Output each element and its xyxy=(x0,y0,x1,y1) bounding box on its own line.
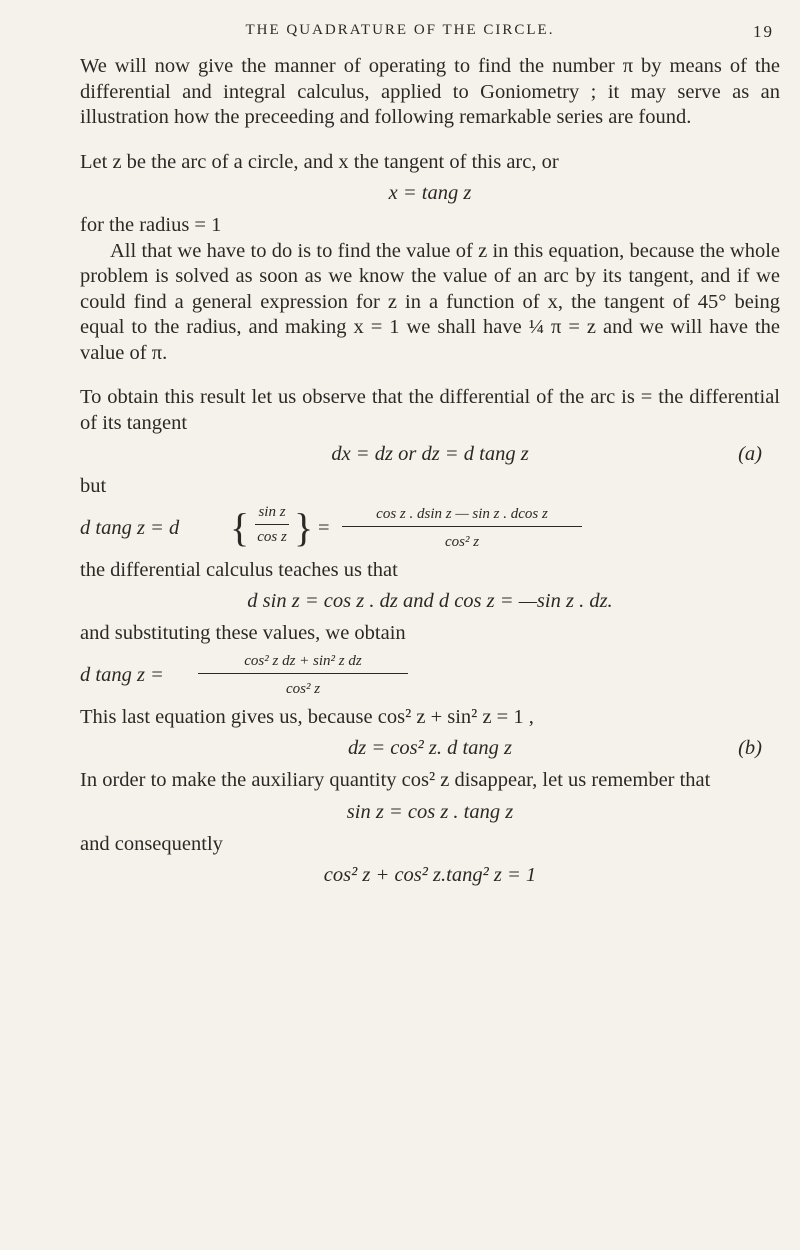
page-body xyxy=(80,54,780,895)
equation-text: cos² z + cos² z.tang² z = 1 xyxy=(323,864,537,886)
paragraph-intro: We will now give the manner of operating to find the number π by means of the differential and integral calculus, applied to Goniometry ; it may serve as an illustration how the preceeding and following remarkable series are found. xyxy=(80,55,780,128)
paragraph-in-order: In order to make the auxiliary quantity cos² z disappear, let us remember that xyxy=(80,769,711,791)
fraction-bar xyxy=(198,673,408,674)
equation-text: dx = dz or dz = d tang z xyxy=(331,443,529,465)
fraction-denominator: cos² z xyxy=(285,680,321,697)
equation-d-tang-fraction xyxy=(80,502,780,556)
paragraph-substituting: and substituting these values, we obtain xyxy=(80,622,406,644)
equation-dsin-dcos xyxy=(80,589,780,617)
brace-top: sin z xyxy=(258,503,286,520)
equation-b xyxy=(80,736,780,764)
equation-text: dz = cos² z. d tang z xyxy=(347,737,513,759)
paragraph-to-obtain: To obtain this result let us observe that the differential of the arc is = the differential of its tangent xyxy=(80,386,780,434)
equation-final xyxy=(80,863,780,891)
left-brace-icon: { xyxy=(230,504,250,550)
fraction-numerator: cos z . dsin z — sin z . dcos z xyxy=(376,505,548,522)
page-number: 19 xyxy=(753,22,774,41)
brace-bottom: cos z xyxy=(257,528,287,545)
paragraph-this-last: This last equation gives us, because cos² z + sin² z = 1 , xyxy=(80,705,534,728)
equation-x-tang-z xyxy=(80,181,780,209)
running-head: THE QUADRATURE OF THE CIRCLE. xyxy=(245,22,555,38)
equation-text: sin z = cos z . tang z xyxy=(346,800,514,823)
equation-sin-cos-tang xyxy=(80,800,780,828)
right-brace-icon: } xyxy=(294,504,314,550)
equation-tag-a: (a) xyxy=(738,443,762,465)
equation-text: d sin z = cos z . dz and d cos z = —sin z . dz. xyxy=(247,590,613,612)
equation-a xyxy=(80,442,780,470)
equals-sign: = xyxy=(318,516,330,539)
brace-fraction-bar xyxy=(255,524,289,525)
equation-lhs: d tang z = xyxy=(80,663,164,686)
fraction-numerator: cos² z dz + sin² z dz xyxy=(244,652,362,669)
paragraph-consequently: and consequently xyxy=(80,832,223,855)
paragraph-all-that: All that we have to do is to find the value of z in this equation, because the whole problem is solved as soon as we know the value of an arc by its tangent, and if we could find a general expression for z in a function of x, the tangent of 45° being equal to the radius, and making x = 1 we shall have ¼ π = z and we will have the value of π. xyxy=(80,239,780,364)
equation-d-tang-substituted xyxy=(80,649,780,703)
paragraph-radius: for the radius = 1 xyxy=(80,214,222,236)
paragraph-differential-teaches: the differential calculus teaches us that xyxy=(80,558,398,581)
fraction-bar xyxy=(342,526,582,527)
paragraph-but: but xyxy=(80,475,107,497)
equation-tag-b: (b) xyxy=(738,737,762,759)
equation-lhs: d tang z = d xyxy=(80,516,180,539)
fraction-denominator: cos² z xyxy=(444,533,480,550)
paragraph-let-z: Let z be the arc of a circle, and x the tangent of this arc, or xyxy=(80,150,559,173)
equation-text: x = tang z xyxy=(388,182,472,204)
page-header xyxy=(0,22,800,46)
